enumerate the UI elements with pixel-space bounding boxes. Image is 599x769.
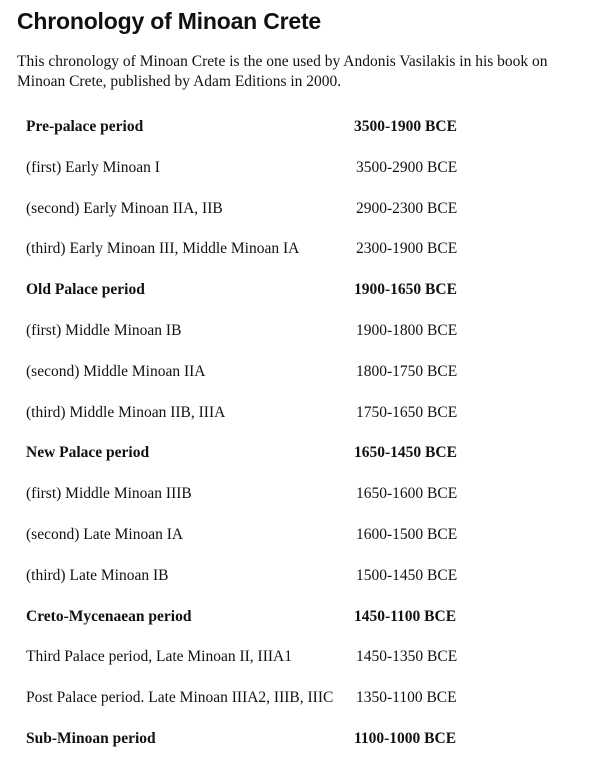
period-subrow: [0, 320, 599, 361]
period-label: Third Palace period, Late Minoan II, IIIA1: [26, 648, 292, 666]
period-dates: 3500-1900 BCE: [354, 118, 457, 135]
period-dates: 2900-2300 BCE: [356, 199, 458, 217]
period-dates: 1350-1100 BCE: [356, 689, 457, 707]
period-dates: 1600-1500 BCE: [356, 525, 458, 543]
chronology-table: [0, 116, 599, 769]
period-label: (second) Late Minoan IA: [26, 525, 184, 543]
period-label: (second) Early Minoan IIA, IIB: [26, 199, 223, 217]
period-dates: 1800-1750 BCE: [356, 362, 458, 380]
period-label: Old Palace period: [26, 281, 145, 299]
period-label: (first) Middle Minoan IIIB: [26, 485, 192, 503]
period-label: (second) Middle Minoan IIA: [26, 362, 206, 380]
period-subrow: [0, 402, 599, 443]
period-dates: 1900-1650 BCE: [354, 281, 457, 299]
period-label: (third) Early Minoan III, Middle Minoan IA: [26, 240, 300, 258]
period-dates: 1650-1600 BCE: [356, 485, 458, 503]
period-heading-row: [0, 442, 599, 483]
period-heading-row: [0, 116, 599, 157]
period-heading-row: [0, 279, 599, 320]
period-heading-row: [0, 606, 599, 647]
period-dates: 1900-1800 BCE: [356, 321, 458, 339]
intro-paragraph: This chronology of Minoan Crete is the one used by Andonis Vasilakis in his book on Minoan Crete, published by Adam Editions in 2000.: [17, 53, 548, 90]
period-label: Sub-Minoan period: [26, 729, 156, 747]
period-dates: 1500-1450 BCE: [356, 566, 458, 584]
period-subrow: [0, 238, 599, 279]
period-label: Creto-Mycenaean period: [26, 607, 192, 625]
period-label: Post Palace period. Late Minoan IIIA2, IIIB, IIIC: [26, 689, 334, 707]
period-label: (third) Middle Minoan IIB, IIIA: [26, 403, 226, 421]
period-dates: 1100-1000 BCE: [354, 729, 457, 747]
period-subrow: [0, 687, 599, 728]
period-heading-row: [0, 728, 599, 769]
period-subrow: [0, 157, 599, 198]
period-label: Pre-palace period: [26, 118, 144, 135]
period-dates: 2300-1900 BCE: [356, 240, 458, 258]
period-dates: 1450-1350 BCE: [356, 648, 458, 666]
period-dates: 1650-1450 BCE: [354, 444, 457, 462]
period-label: (first) Middle Minoan IB: [26, 321, 182, 339]
period-subrow: [0, 646, 599, 687]
period-subrow: [0, 524, 599, 565]
page-title: Chronology of Minoan Crete: [17, 8, 322, 34]
period-subrow: [0, 198, 599, 239]
period-subrow: [0, 483, 599, 524]
period-label: (third) Late Minoan IB: [26, 566, 169, 584]
period-label: New Palace period: [26, 444, 150, 462]
period-subrow: [0, 565, 599, 606]
period-label: (first) Early Minoan I: [26, 158, 160, 176]
period-dates: 1450-1100 BCE: [354, 607, 457, 625]
period-dates: 1750-1650 BCE: [356, 403, 458, 421]
period-subrow: [0, 361, 599, 402]
period-dates: 3500-2900 BCE: [356, 158, 458, 176]
